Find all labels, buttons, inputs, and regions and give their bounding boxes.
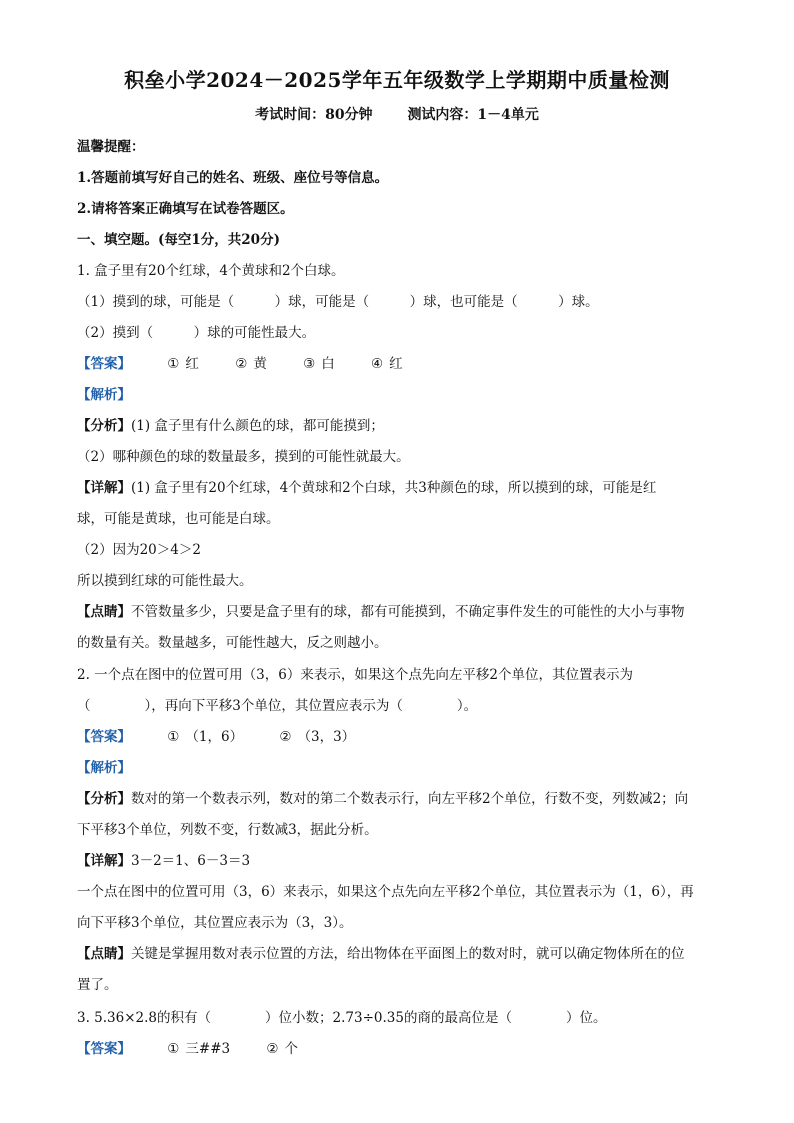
answer-item: ① （1，6） — [167, 729, 244, 745]
q2-fenxi-1: 【分析】数对的第一个数表示列，数对的第二个数表示行，向左平移2个单位，行数不变，列数减2；向 — [77, 791, 689, 807]
exam-info — [0, 104, 794, 124]
q1-dianjing-1: 【点睛】不管数量多少，只要是盒子里有的球，都有可能摸到，不确定事件发生的可能性的大小与事物 — [77, 604, 685, 620]
answer-item: ① 红 — [167, 356, 199, 372]
q2-dianjing-1: 【点睛】关键是掌握用数对表示位置的方法，给出物体在平面图上的数对时，就可以确定物体所在的位 — [77, 946, 685, 962]
answer-label: 【答案】 — [77, 1041, 131, 1057]
q1-answer — [77, 354, 727, 374]
answer-item: ② （3，3） — [279, 729, 356, 745]
q1-fenxi-2: （2）哪种颜色的球的数量最多，摸到的可能性就最大。 — [77, 449, 410, 465]
q1-analysis-heading: 【解析】 — [77, 387, 131, 403]
q1-part1: （1）摸到的球，可能是（ ）球，可能是（ ）球，也可能是（ ）球。 — [77, 294, 599, 310]
answer-item: ③ 白 — [303, 356, 335, 372]
q1-xiangjie-2: 球，可能是黄球，也可能是白球。 — [77, 511, 280, 527]
q1-part2: （2）摸到（ ）球的可能性最大。 — [77, 325, 316, 341]
q1-xiangjie-4: 所以摸到红球的可能性最大。 — [77, 573, 253, 589]
q1-stem: 1. 盒子里有20个红球，4个黄球和2个白球。 — [77, 263, 345, 279]
section-heading: 一、填空题。(每空1分，共20分) — [77, 232, 280, 248]
q2-xiangjie-1: 【详解】3－2＝1、6－3＝3 — [77, 853, 251, 869]
q3-answer — [77, 1039, 727, 1059]
q2-stem-1: 2. 一个点在图中的位置可用（3，6）来表示，如果这个点先向左平移2个单位，其位置表示为 — [77, 667, 633, 683]
q1-xiangjie-1: 【详解】(1) 盒子里有20个红球，4个黄球和2个白球，共3种颜色的球，所以摸到的球，可能是红 — [77, 480, 657, 496]
answer-label: 【答案】 — [77, 729, 131, 745]
q2-fenxi-2: 下平移3个单位，列数不变，行数减3，据此分析。 — [77, 822, 378, 838]
answer-item: ② 黄 — [235, 356, 267, 372]
q2-stem-2: （ ），再向下平移3个单位，其位置应表示为（ ）。 — [77, 698, 478, 714]
q1-xiangjie-3: （2）因为20＞4＞2 — [77, 542, 201, 558]
q1-fenxi-1: 【分析】(1) 盒子里有什么颜色的球，都可能摸到； — [77, 418, 384, 434]
q2-answer — [77, 727, 727, 747]
reminder-item-1: 1.答题前填写好自己的姓名、班级、座位号等信息。 — [77, 170, 389, 186]
reminder-heading: 温馨提醒： — [77, 139, 145, 155]
q2-xiangjie-3: 向下平移3个单位，其位置应表示为（3，3）。 — [77, 915, 353, 931]
reminder-item-2: 2.请将答案正确填写在试卷答题区。 — [77, 201, 294, 217]
answer-item: ② 个 — [266, 1041, 299, 1057]
answer-label: 【答案】 — [77, 356, 131, 372]
answer-item: ① 三##3 — [167, 1041, 231, 1057]
q3-stem: 3. 5.36×2.8的积有（ ）位小数；2.73÷0.35的商的最高位是（ ）位。 — [77, 1010, 607, 1026]
test-content: 测试内容：1－4单元 — [407, 107, 539, 123]
q2-analysis-heading: 【解析】 — [77, 760, 131, 776]
answer-item: ④ 红 — [371, 356, 403, 372]
q2-xiangjie-2: 一个点在图中的位置可用（3，6）来表示，如果这个点先向左平移2个单位，其位置表示为（1，6），再 — [77, 884, 694, 900]
q2-dianjing-2: 置了。 — [77, 977, 118, 993]
q1-dianjing-2: 的数量有关。数量越多，可能性越大，反之则越小。 — [77, 635, 388, 651]
exam-time: 考试时间：80分钟 — [255, 107, 373, 123]
page-title: 积垒小学2024－2025学年五年级数学上学期期中质量检测 — [124, 68, 670, 92]
